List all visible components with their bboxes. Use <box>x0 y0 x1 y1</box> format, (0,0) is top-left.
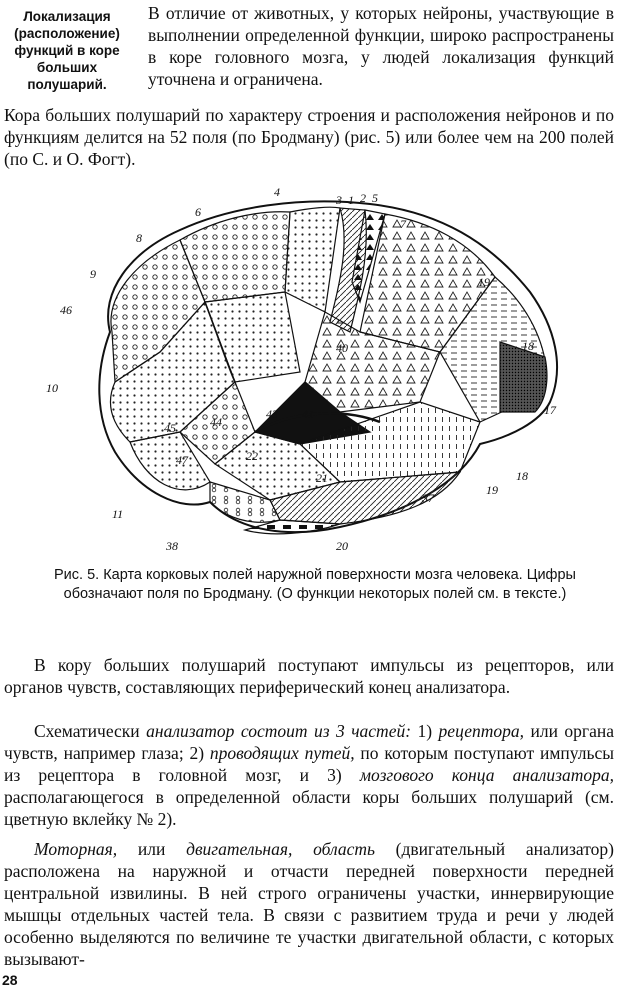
emphasis: анализатор состоит из 3 частей: <box>146 721 412 741</box>
text-run: Схематически <box>34 721 147 741</box>
field-label: 37 <box>422 491 434 505</box>
field-label: 2 <box>360 191 366 205</box>
field-label: 40 <box>336 341 348 355</box>
brain-figure <box>40 182 600 558</box>
paragraph-motor-area <box>4 838 614 970</box>
fields-paragraph: Кора больших полушарий по характеру строения и расположения нейронов и по функциям делится на 52 поля (по Бродману) (рис. 5) или более чем на 200 полей (по С. и О. Фогт). <box>4 105 614 169</box>
paragraph-receptors: В кору больших полушарий поступают импульсы из рецепторов, или органов чувств, составляющих периферический конец анализатора. <box>4 655 614 697</box>
field-label: 44 <box>210 415 222 429</box>
text-run: или <box>117 839 187 859</box>
field-label: 4 <box>274 185 280 199</box>
field-label: 11 <box>112 507 124 521</box>
side-heading: Локализация (расположение) функций в коре больших полушарий. <box>14 9 120 92</box>
field-label: 17 <box>544 403 556 417</box>
page-number: 28 <box>2 972 18 988</box>
emphasis: мозгового конца анализатора, <box>359 765 614 785</box>
field-label: 6 <box>195 205 201 219</box>
field-label: 43 <box>266 407 278 421</box>
field-label: 38 <box>166 539 178 553</box>
text-run: или органа чувств, например глаза; 2) <box>4 721 614 763</box>
field-label: 46 <box>60 303 72 317</box>
field-label: 22 <box>246 449 258 463</box>
brain-cortex-map-illustration <box>40 182 600 558</box>
field-label: 5 <box>372 191 378 205</box>
field-label: 7 <box>400 217 406 231</box>
emphasis: рецептора, <box>438 721 525 741</box>
emphasis: Моторная, <box>34 839 118 859</box>
text-run: по которым поступают импульсы из рецептора в головной мозг, и 3) <box>4 743 614 785</box>
field-label: 3 <box>336 193 342 207</box>
field-label: 19 <box>478 275 490 289</box>
field-label: 41 <box>302 407 314 421</box>
figure-caption: Рис. 5. Карта корковых полей наружной поверхности мозга человека. Цифры обозначают поля по Бродману. (О функции некоторых полей см. в тексте.) <box>54 567 576 602</box>
text-run: (двигательный анализатор) расположена на наружной и отчасти передней поверхности передней центральной извилины. В ней строго ограничены участки, иннервирующие мышцы отдельных частей тела. В связи с развитием труда и речи у людей особенно выделяются по величине те участки двигательной области, с которых вызывают- <box>4 839 614 969</box>
text-run: 1) <box>411 721 439 741</box>
text-run: располагающегося в определенной области коры больших полушарий (см. цветную вклейку № 2). <box>4 787 614 829</box>
field-label: 9 <box>90 267 96 281</box>
field-label: 10 <box>46 381 58 395</box>
paragraph-analyzer <box>4 720 614 830</box>
field-label: 20 <box>336 539 348 553</box>
field-label: 19 <box>486 483 498 497</box>
field-label: 47 <box>176 453 188 467</box>
field-label: 18 <box>522 339 534 353</box>
emphasis: проводящих путей, <box>209 743 355 763</box>
field-label: 21 <box>316 471 328 485</box>
intro-paragraph: В отличие от животных, у которых нейроны, участвующие в выполнении определенной функции, широко распространены в коре головного мозга, у людей локализация функций уточнена и ограничена. <box>148 3 614 89</box>
field-label: 8 <box>136 231 142 245</box>
field-label: 45 <box>164 421 176 435</box>
emphasis: двигательная, область <box>186 839 375 859</box>
field-label: 18 <box>516 469 528 483</box>
field-label: 1 <box>348 193 354 207</box>
